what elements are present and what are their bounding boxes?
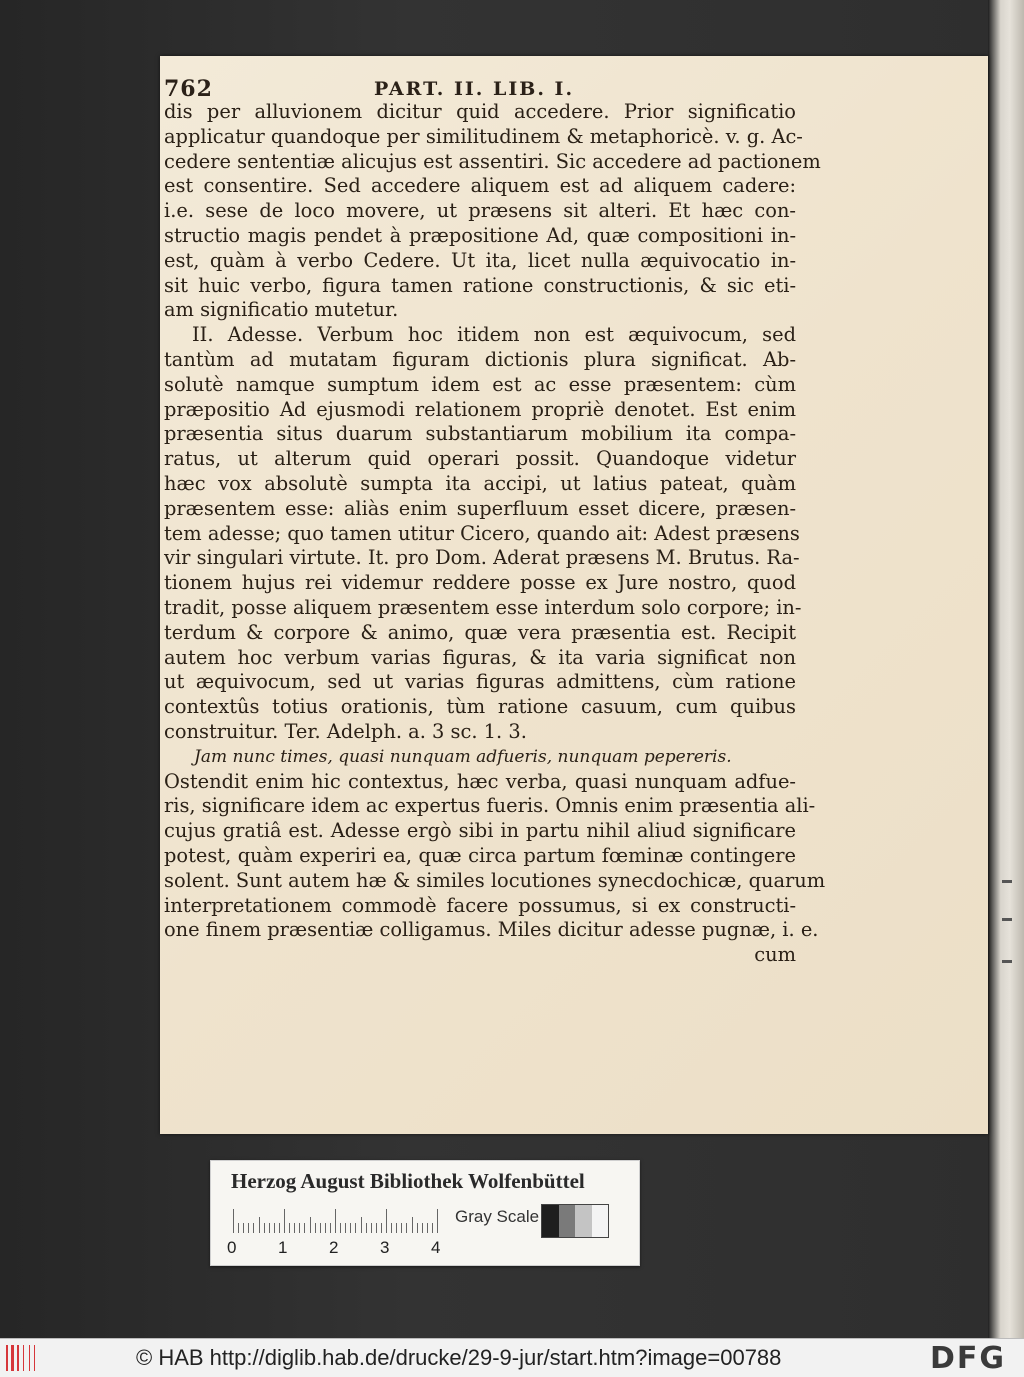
page-edge-mark [1002,918,1012,921]
gray-swatch [575,1205,592,1237]
text-line: tionem hujus rei videmur reddere posse ex Jure nostro, quod [164,571,796,595]
text-line: potest, quàm experiri ea, quæ circa partum fœminæ contingere [164,843,796,867]
ruler-tick [269,1223,270,1233]
text-line: ratus, ut alterum quid operari possit. Quandoque videtur [164,447,796,471]
text-line: Ostendit enim hic contextus, hæc verba, quasi nunquam adfue- [164,769,796,793]
text-line: præsentem esse: aliàs enim superfluum esset dicere, præsen- [164,496,796,520]
ruler-tick [233,1209,234,1233]
gray-scale-swatches [541,1204,609,1238]
ruler-tick [335,1209,336,1233]
text-line: cedere sententiæ alicujus est assentiri. Sic accedere ad pactionem [164,149,821,173]
ruler-tick [289,1223,290,1233]
gray-swatch [592,1205,609,1237]
text-line: cujus gratiâ est. Adesse ergò sibi in partu nihil aliud significare [164,819,796,843]
barcode-stripe [23,1345,24,1371]
ruler-tick [315,1223,316,1233]
ruler-tick [299,1223,300,1233]
text-line: dis per alluvionem dicitur quid accedere. Prior significatio [164,100,796,123]
gray-swatch [559,1205,576,1237]
running-head: PART. II. LIB. I. [374,78,575,100]
text-line: construitur. Ter. Adelph. a. 3 sc. 1. 3. [164,719,527,743]
ruler-tick [427,1223,428,1233]
text-line: tem adesse; quo tamen utitur Cicero, quando ait: Adest præsens [164,521,800,545]
ruler-tick [238,1223,239,1233]
ruler-tick [432,1223,433,1233]
text-line: structio magis pendet à præpositione Ad, quæ compositioni in- [164,223,796,247]
page-edge-mark [1002,880,1012,883]
ruler-tick [294,1223,295,1233]
text-line: cum [754,943,796,967]
ruler-tick [417,1223,418,1233]
ruler-tick [264,1223,265,1233]
ruler-tick [391,1223,392,1233]
gray-swatch [542,1205,559,1237]
ruler-numbers [227,1238,457,1258]
ruler-tick [412,1217,413,1233]
ruler-tick [253,1223,254,1233]
text-line: Jam nunc times, quasi nunquam adfueris, nunquam pepereris. [194,746,732,767]
text-line: præpositio Ad ejusmodi relationem propriè denotet. Est enim [164,397,796,421]
text-line: one finem præsentiæ colligamus. Miles dicitur adesse pugnæ, i. e. [164,918,819,942]
text-line: applicatur quandoque per similitudinem & metaphoricè. v. g. Ac- [164,124,803,148]
page-text [164,100,826,968]
ruler-tick [304,1223,305,1233]
text-line: contextûs totius orationis, tùm ratione casuum, cum quibus [164,695,796,719]
text-line: i.e. sese de loco movere, ut præsens sit alteri. Et hæc con- [164,199,796,223]
text-line: est consentire. Sed accedere aliquem est ad aliquem cadere: [164,174,796,198]
color-calibration-bar [210,1160,640,1266]
ruler-number: 2 [329,1238,339,1257]
ruler-tick [340,1223,341,1233]
ruler-tick [437,1209,438,1233]
ruler-tick [406,1223,407,1233]
ruler-tick [259,1217,260,1233]
text-line: solent. Sunt autem hæ & similes locutiones synecdochicæ, quarum [164,868,826,892]
ruler-number: 3 [380,1238,390,1257]
ruler-tick [320,1223,321,1233]
ruler-tick [386,1209,387,1233]
ruler-tick [401,1223,402,1233]
barcode-stripe [11,1345,14,1371]
ruler-tick [355,1223,356,1233]
ruler-tick [345,1223,346,1233]
gray-scale-label: Gray Scale [455,1207,540,1226]
text-line: ut æquivocum, sed ut varias figuras admittens, cùm ratione [164,670,796,694]
page-number: 762 [164,76,213,102]
ruler-number: 0 [227,1238,237,1257]
text-line: autem hoc verbum varias figuras, & ita varia significat non [164,645,796,669]
ruler-tick [422,1223,423,1233]
text-line: terdum & corpore & animo, quæ vera præsentia est. Recipit [164,620,796,644]
barcode-stripe [17,1345,19,1371]
barcode-icon [6,1345,44,1371]
page-edge-mark [1002,960,1012,963]
text-line: interpretationem commodè facere possumus, si ex constructi- [164,893,796,917]
ruler-tick [284,1209,285,1233]
ruler-tick [310,1217,311,1233]
barcode-stripe [29,1345,30,1371]
ruler-tick [274,1223,275,1233]
ruler-tick [396,1223,397,1233]
ruler-tick [248,1223,249,1233]
scale-ruler [233,1209,443,1233]
copyright-link[interactable]: © HAB http://diglib.hab.de/drucke/29-9-jur/start.htm?image=00788 [136,1345,782,1370]
text-line: ris, significare idem ac expertus fueris. Omnis enim præsentia ali- [164,794,816,818]
library-name: Herzog August Bibliothek Wolfenbüttel [231,1169,585,1193]
dfg-logo: DFG [930,1341,1007,1376]
ruler-tick [279,1223,280,1233]
ruler-tick [376,1223,377,1233]
ruler-tick [381,1223,382,1233]
text-line: vir singulari virtute. It. pro Dom. Aderat præsens M. Brutus. Ra- [164,546,800,570]
adjacent-page-edge [988,0,1024,1338]
ruler-tick [371,1223,372,1233]
ruler-tick [361,1217,362,1233]
text-line: tantùm ad mutatam figuram dictionis plura significat. Ab- [164,347,796,371]
barcode-stripe [34,1345,35,1371]
text-line: præsentia situs duarum substantiarum mobilium ita compa- [164,422,796,446]
text-line: am significatio mutetur. [164,298,399,322]
ruler-tick [330,1223,331,1233]
text-line: II. Adesse. Verbum hoc itidem non est æquivocum, sed [192,323,796,347]
text-line: solutè namque sumptum idem est ac esse præsentem: cùm [164,372,796,396]
ruler-tick [366,1223,367,1233]
barcode-stripe [6,1345,8,1371]
ruler-number: 1 [278,1238,288,1257]
text-line: hæc vox absolutè sumpta ita accipi, ut latius pateat, quàm [164,471,796,495]
ruler-tick [325,1223,326,1233]
ruler-tick [350,1223,351,1233]
text-line: tradit, posse aliquem præsentem esse interdum solo corpore; in- [164,595,802,619]
text-line: est, quàm à verbo Cedere. Ut ita, licet nulla æquivocatio in- [164,248,796,272]
ruler-number: 4 [431,1238,441,1257]
text-line: sit huic verbo, figura tamen ratione constructionis, & sic eti- [164,273,796,297]
viewer-footer [0,1338,1024,1377]
ruler-tick [243,1223,244,1233]
